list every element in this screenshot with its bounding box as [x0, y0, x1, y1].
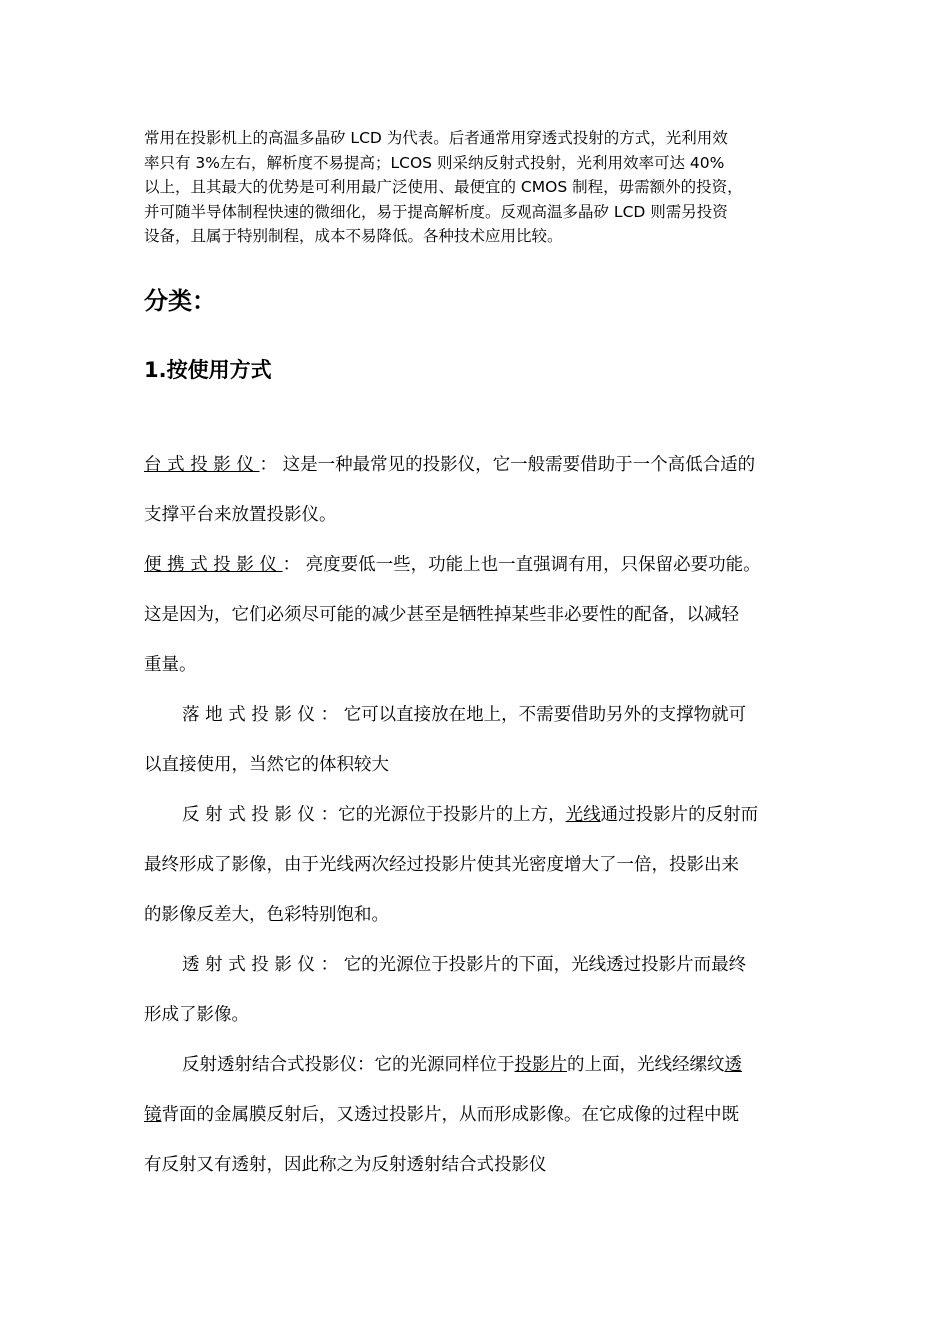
floor-projector-term: 落地式投影仪: [182, 705, 321, 725]
reflective-projector-paragraph: [144, 790, 824, 840]
desktop-projector-term: 台式投影仪: [144, 455, 260, 475]
portable-projector-term: 便携式投影仪: [144, 555, 283, 575]
reflective-projector-line2: 最终形成了影像，由于光线两次经过投影片使其光密度增大了一倍，投影出来: [144, 855, 739, 875]
combined-projector-text-c: 背面的金属膜反射后，又透过投影片，从而形成影像。在它成像的过程中既: [161, 1105, 739, 1125]
portable-projector-line2: 这是因为，它们必须尽可能的减少甚至是牺牲掉某些非必要性的配备，以减轻: [144, 605, 739, 625]
separator: ：: [282, 555, 301, 575]
floor-projector-paragraph: [144, 690, 824, 740]
transmissive-projector-paragraph: [144, 940, 824, 990]
transmissive-projector-line2: 形成了影像。: [144, 1005, 249, 1025]
combined-projector-paragraph: [144, 1040, 824, 1090]
portable-projector-text: 亮度要低一些，功能上也一直强调有用，只保留必要功能。: [305, 555, 761, 575]
separator: ：: [320, 705, 339, 725]
reflective-projector-term: 反射式投影仪: [182, 805, 321, 825]
section-heading-classify: 分类：: [144, 287, 216, 315]
reflective-projector-line3: 的影像反差大，色彩特别饱和。: [144, 905, 389, 925]
intro-line: 设备，且属于特别制程，成本不易降低。各种技术应用比较。: [144, 227, 563, 245]
lens-link-part1[interactable]: 透: [724, 1055, 742, 1075]
lens-link-part2[interactable]: 镜: [144, 1105, 162, 1125]
floor-projector-text: 它可以直接放在地上，不需要借助另外的支撑物就可: [343, 705, 747, 725]
combined-projector-text-b: 的上面，光线经缧纹: [567, 1055, 725, 1075]
combined-projector-text-a: 反射透射结合式投影仪：它的光源同样位于: [182, 1055, 515, 1075]
combined-projector-line3: 有反射又有透射，因此称之为反射透射结合式投影仪: [144, 1155, 547, 1175]
reflective-projector-text-b: 通过投影片的反射而: [600, 805, 759, 825]
desktop-projector-text: 这是一种最常见的投影仪，它一般需要借助于一个高低合适的: [282, 455, 756, 475]
intro-line: 率只有 3%左右，解析度不易提高；LCOS 则采纳反射式投射，光利用效率可达 40%: [144, 153, 725, 172]
intro-line: 常用在投影机上的高温多晶矽 LCD 为代表。后者通常用穿透式投射的方式，光利用效: [144, 129, 728, 147]
transmissive-projector-term: 透射式投影仪: [182, 955, 321, 975]
intro-line: 并可随半导体制程快速的微细化，易于提高解析度。反观高温多晶矽 LCD 则需另投资: [144, 202, 728, 221]
light-ray-link[interactable]: 光线: [565, 805, 601, 825]
transmissive-projector-text: 它的光源位于投影片的下面，光线透过投影片而最终: [343, 955, 747, 975]
portable-projector-line3: 重量。: [144, 655, 197, 675]
floor-projector-line2: 以直接使用，当然它的体积较大: [144, 755, 389, 775]
slide-link[interactable]: 投影片: [514, 1055, 567, 1075]
desktop-projector-paragraph-cont: 支撑平台来放置投影仪。: [144, 505, 337, 525]
desktop-projector-paragraph: [144, 440, 824, 490]
intro-line: 以上，且其最大的优势是可利用最广泛使用、最便宜的 CMOS 制程，毋需额外的投资，: [144, 178, 743, 196]
reflective-projector-text-a: ：它的光源位于投影片的上方，: [320, 805, 566, 825]
portable-projector-paragraph: [144, 540, 824, 590]
classification-body: [144, 440, 824, 1190]
separator: ：: [320, 955, 339, 975]
intro-paragraph: [144, 126, 824, 249]
subsection-heading-by-use: 1.按使用方式: [144, 358, 272, 382]
combined-projector-line2: [144, 1090, 824, 1140]
separator: ：: [259, 455, 277, 475]
